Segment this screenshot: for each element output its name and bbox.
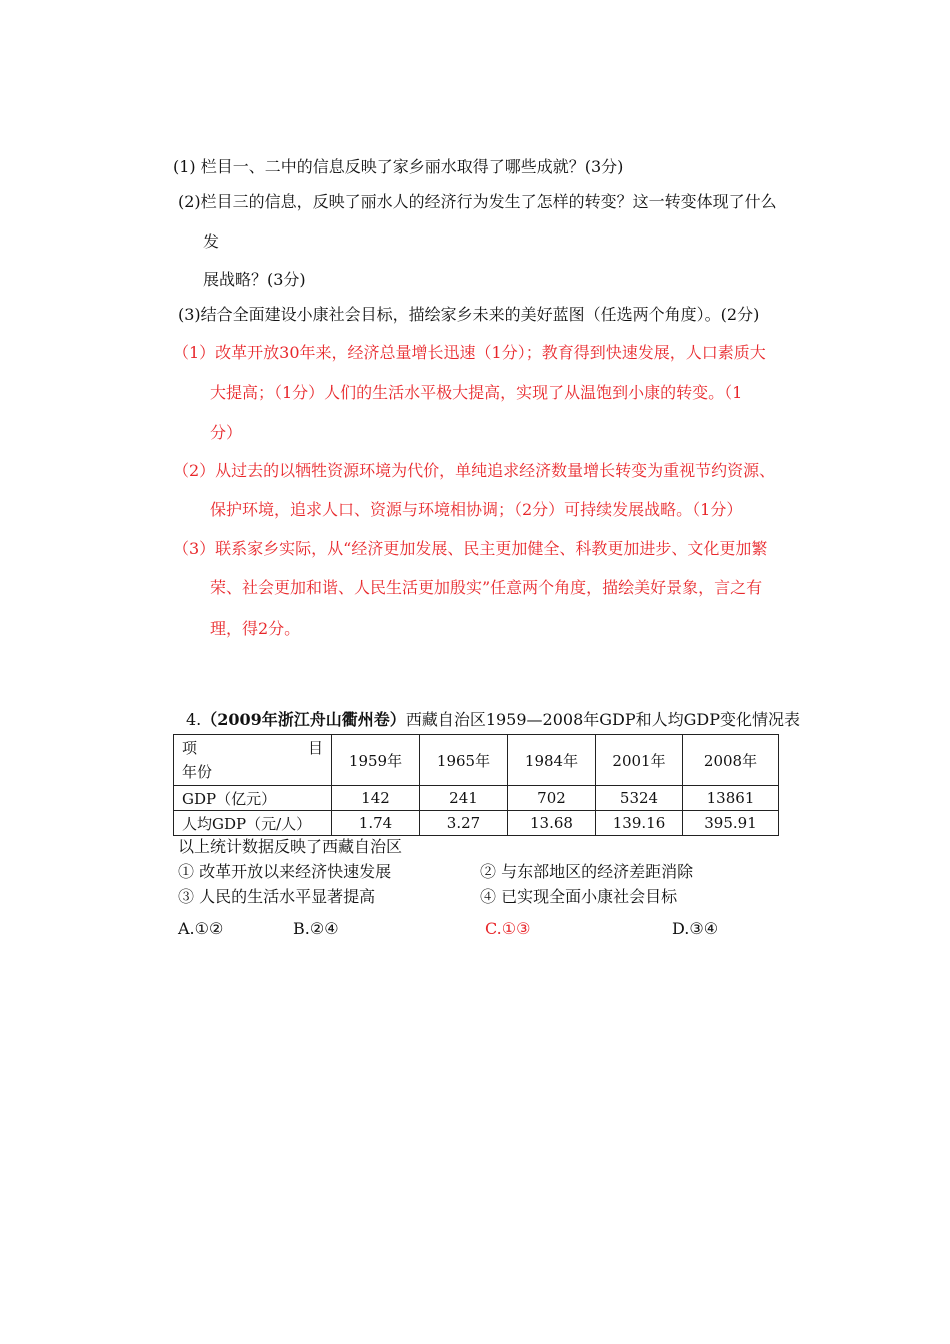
year-header: 2008年 — [683, 735, 779, 786]
answer-1-line-2: 大提高；（1分）人们的生活水平极大提高，实现了从温饱到小康的转变。（1 — [210, 383, 743, 402]
row-label: 人均GDP（元/人） — [174, 811, 332, 836]
table-cell: 5324 — [596, 786, 683, 811]
statement-2: ② 与东部地区的经济差距消除 — [480, 862, 694, 881]
table-cell: 13861 — [683, 786, 779, 811]
statement-3: ③ 人民的生活水平显著提高 — [178, 887, 376, 906]
statement-1: ① 改革开放以来经济快速发展 — [178, 862, 392, 881]
row-label: GDP（亿元） — [174, 786, 332, 811]
table-cell: 1.74 — [332, 811, 420, 836]
question-4-stem: 以上统计数据反映了西藏自治区 — [178, 837, 403, 856]
question-4-source: （2009年浙江舟山衢州卷） — [201, 710, 406, 729]
year-header: 1959年 — [332, 735, 420, 786]
question-3: (3)结合全面建设小康社会目标，描绘家乡未来的美好蓝图（任选两个角度）。(2分) — [178, 305, 760, 324]
answer-3-line-2: 荣、社会更加和谐、人民生活更加殷实”任意两个角度，描绘美好景象，言之有 — [210, 578, 763, 597]
option-b: B.②④ — [293, 919, 339, 938]
answer-1-line-3: 分） — [210, 423, 243, 442]
question-2-line-1: (2)栏目三的信息，反映了丽水人的经济行为发生了怎样的转变？这一转变体现了什么 — [178, 192, 777, 211]
corner-top-left: 项 — [182, 739, 198, 757]
corner-top-right: 目 — [307, 739, 323, 757]
answer-2-line-2: 保护环境，追求人口、资源与环境相协调；（2分）可持续发展战略。（1分） — [210, 500, 743, 519]
question-2-line-3: 展战略？(3分) — [203, 270, 306, 289]
table-cell: 142 — [332, 786, 420, 811]
question-2-line-2: 发 — [203, 232, 220, 251]
table-cell: 395.91 — [683, 811, 779, 836]
question-4-number: 4. — [186, 710, 202, 729]
question-4-heading — [186, 710, 800, 730]
answer-3-line-1: （3）联系家乡实际，从“经济更加发展、民主更加健全、科教更加进步、文化更加繁 — [173, 539, 768, 558]
gdp-table — [173, 734, 779, 836]
answer-2-line-1: （2）从过去的以牺牲资源环境为代价，单纯追求经济数量增长转变为重视节约资源、 — [173, 461, 776, 480]
table-cell: 3.27 — [420, 811, 508, 836]
table-header-row — [174, 735, 779, 786]
year-header: 2001年 — [596, 735, 683, 786]
table-cell: 139.16 — [596, 811, 683, 836]
question-4-title: 西藏自治区1959—2008年GDP和人均GDP变化情况表 — [405, 710, 801, 729]
corner-bottom: 年份 — [182, 763, 213, 781]
year-header: 1984年 — [508, 735, 596, 786]
question-1: (1) 栏目一、二中的信息反映了家乡丽水取得了哪些成就？(3分) — [173, 157, 624, 176]
option-a: A.①② — [178, 919, 224, 938]
statement-4: ④ 已实现全面小康社会目标 — [480, 887, 678, 906]
option-c-correct: C.①③ — [485, 919, 531, 938]
table-row — [174, 786, 779, 811]
table-corner-cell — [174, 735, 332, 786]
option-d: D.③④ — [672, 919, 719, 938]
table-cell: 702 — [508, 786, 596, 811]
table-row — [174, 811, 779, 836]
table-cell: 13.68 — [508, 811, 596, 836]
table-cell: 241 — [420, 786, 508, 811]
answer-3-line-3: 理，得2分。 — [210, 619, 301, 638]
answer-1-line-1: （1）改革开放30年来，经济总量增长迅速（1分）；教育得到快速发展，人口素质大 — [173, 343, 766, 362]
year-header: 1965年 — [420, 735, 508, 786]
